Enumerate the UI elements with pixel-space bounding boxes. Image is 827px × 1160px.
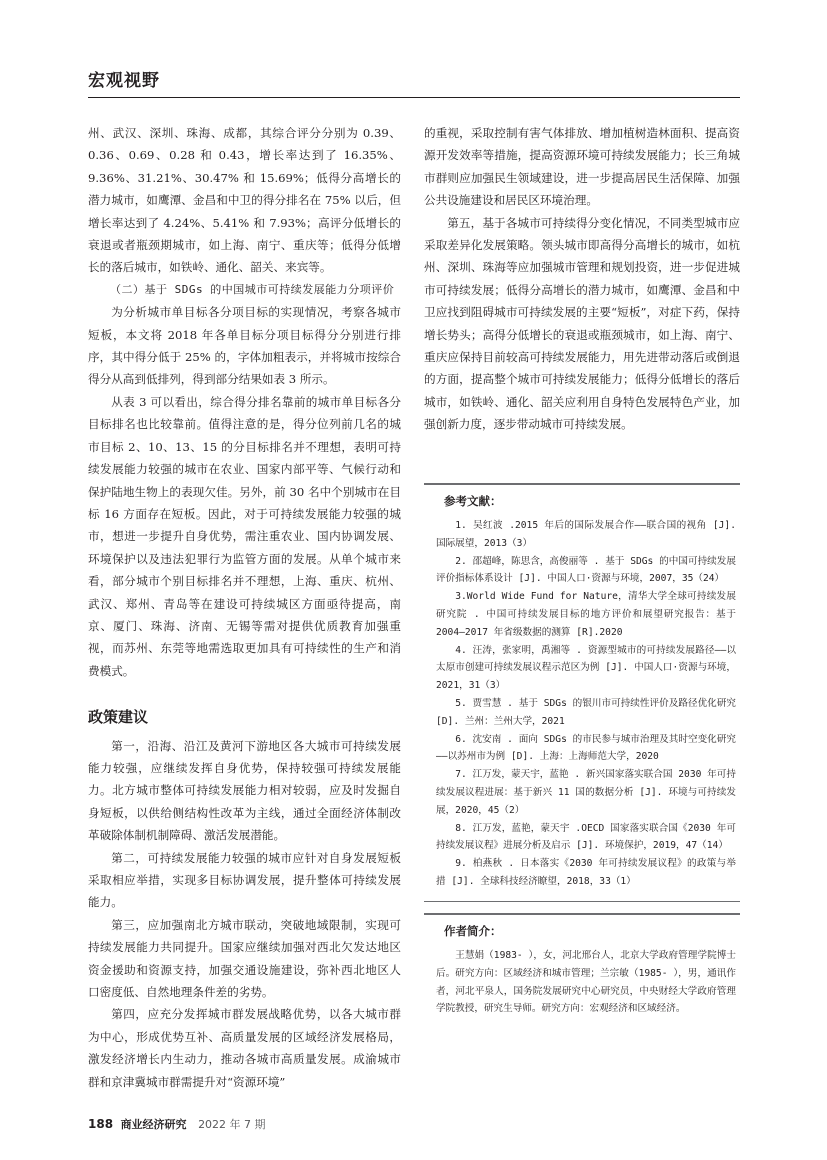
page-footer bbox=[88, 1116, 266, 1132]
body-paragraph: 第五，基于各城市可持续得分变化情况，不同类型城市应采取差异化发展策略。领头城市即高得分高增长的城市，如杭州、深圳、珠海等应加强城市管理和规划投资，进一步促进城市可持续发展；低得分高增长的潜力城市，如鹰潭、金昌和中卫应找到阻碍城市可持续发展的主要“短板”，对症下药，保持增长势头；高得分低增长的衰退或瓶颈城市，如上海、南宁、重庆应保持目前较高可持续发展能力，用先进带动落后或倒退的方面，提高整个城市可持续发展能力；低得分低增长的落后城市，如铁岭、通化、韶关应利用自身特色发展特色产业，加强创新力度，逐步带动城市可持续发展。 bbox=[424, 215, 740, 432]
body-paragraph: 的重视，采取控制有害气体排放、增加植树造林面积、提高资源开发效率等措施，提高资源环境可持续发展能力；长三角城市群则应加强民生领域建设，进一步提高居民生活保障、加强公共设施建设和居民区环境治理。 bbox=[424, 126, 740, 208]
page-number: 188 bbox=[88, 1117, 114, 1131]
reference-item: 8. 江万发，蓝艳，蒙天宇 .OECD 国家落实联合国《2030 年可持续发展议程》进展分析及启示 [J]. 环境保护，2019，47（14） bbox=[436, 822, 736, 852]
references-top-rule bbox=[424, 483, 740, 485]
policy-paragraph: 第四，应充分发挥城市群发展战略优势，以各大城市群为中心，形成优势互补、高质量发展的区域经济发展格局，激发经济增长内生动力，推动各城市高质量发展。成渝城市群和京津冀城市群需提升对“资源环境” bbox=[88, 1007, 401, 1089]
reference-item: 3.World Wide Fund for Nature，清华大学全球可持续发展研究院 . 中国可持续发展目标的地方评价和展望研究报告：基于 2004—2017 年省级数据的测算 [R].2020 bbox=[436, 591, 736, 638]
policy-paragraph: 第三，应加强南北方城市联动，突破地域限制，实现可持续发展能力共同提升。国家应继续加强对西北欠发达地区资金援助和资源支持，加强交通设施建设，弥补西北地区人口密度低、自然地理条件差的劣势。 bbox=[88, 917, 401, 1000]
left-column bbox=[88, 122, 401, 1093]
references-bottom-rule bbox=[424, 901, 740, 902]
author-title: 作者简介： bbox=[444, 924, 502, 938]
author-bio: 王慧娟（1983- ），女，河北邢台人，北京大学政府管理学院博士后。研究方向：区域经济和城市管理；兰宗敏（1985- ），男，通讯作者，河北平泉人，国务院发展研究中心研究员，中央财经大学政府管理学院教授，研究生导师。研究方向：宏观经济和区域经济。 bbox=[436, 950, 736, 1015]
policy-section-heading: 政策建议 bbox=[88, 708, 149, 727]
journal-name: 商业经济研究 bbox=[120, 1118, 187, 1131]
reference-item: 9. 柏燕秋 . 日本落实《2030 年可持续发展议程》的政策与举措 [J]. 全球科技经济瞭望，2018，33（1） bbox=[436, 858, 736, 887]
section-title: 宏观视野 bbox=[88, 71, 160, 91]
references-title: 参考文献： bbox=[444, 494, 502, 508]
right-column bbox=[424, 122, 740, 436]
issue-date: 2022 年 7 期 bbox=[198, 1118, 266, 1131]
reference-item: 7. 江万发，蒙天宇，蓝艳 . 新兴国家落实联合国 2030 年可持续发展议程进展：基于新兴 11 国的数据分析 [J]. 环境与可持续发展，2020，45（2） bbox=[436, 769, 736, 816]
reference-list bbox=[424, 517, 740, 891]
author-box bbox=[424, 913, 740, 1018]
subsection-heading: （二）基于 SDGs 的中国城市可持续发展能力分项评价 bbox=[110, 282, 395, 296]
author-top-rule bbox=[424, 913, 740, 915]
reference-item: 1. 吴红波 .2015 年后的国际发展合作——联合国的视角 [J]. 国际展望，2013（3） bbox=[436, 520, 736, 549]
references-box bbox=[424, 483, 740, 902]
body-paragraph: 从表 3 可以看出，综合得分排名靠前的城市单目标各分目标排名也比较靠前。值得注意的是，得分位列前几名的城市目标 2、10、13、15 的分目标排名并不理想，表明可持续发展能力较强的城市在农业、国家内部平等、气候行动和保护陆地生物上的表现欠佳。另外，前 30 名中个别城市在目标 16 方面存在短板。因此，对于可持续发展能力较强的城市，想进一步提升自身优势，需注重农业、国内协调发展、环境保护以及违法犯罪行为监管方面的发展。从单个城市来看，部分城市个别目标排名并不理想，上海、重庆、杭州、武汉、郑州、青岛等在建设可持续城区方面亟待提高，南京、厦门、珠海、济南、无锡等需对提供优质教育加强重视，而苏州、东莞等地需选取更加具有可持续性的生产和消费模式。 bbox=[88, 394, 401, 678]
reference-item: 6. 沈安南 . 面向 SDGs 的市民参与城市治理及其时空变化研究——以苏州市为例 [D]. 上海：上海师范大学，2020 bbox=[436, 733, 736, 763]
policy-paragraph: 第二，可持续发展能力较强的城市应针对自身发展短板采取相应举措，实现多目标协调发展，提升整体可持续发展能力。 bbox=[88, 850, 401, 910]
reference-item: 4. 汪涛，张家明，禹湘等 . 资源型城市的可持续发展路径——以太原市创建可持续发展议程示范区为例 [J]. 中国人口·资源与环境，2021，31（3） bbox=[436, 644, 736, 692]
header-divider bbox=[88, 97, 740, 98]
policy-paragraph: 第一，沿海、沿江及黄河下游地区各大城市可持续发展能力较强，应继续发挥自身优势，保持较强可持续发展能力。北方城市整体可持续发展能力相对较弱，应及时发掘自身短板，以供给侧结构性改革为主线，通过全面经济体制改革破除体制机制障碍、激活发展潜能。 bbox=[88, 738, 401, 843]
page-header bbox=[88, 66, 740, 98]
body-paragraph: 为分析城市单目标各分项目标的实现情况，考察各城市短板，本文将 2018 年各单目标分项目标得分分别进行排序，其中得分低于 25% 的，字体加粗表示，并将城市按综合得分从高到低排列，得到部分结果如表 3 所示。 bbox=[88, 305, 401, 387]
reference-item: 2. 邵超峰，陈思含，高俊丽等 . 基于 SDGs 的中国可持续发展评价指标体系设计 [J]. 中国人口·资源与环境，2007，35（24） bbox=[436, 555, 736, 585]
reference-item: 5. 贾雪慧 . 基于 SDGs 的银川市可持续性评价及路径优化研究 [D]. 兰州：兰州大学，2021 bbox=[436, 697, 736, 727]
body-paragraph: 州、武汉、深圳、珠海、成都，其综合评分分别为 0.39、0.36、0.69、0.28 和 0.43，增长率达到了 16.35%、9.36%、31.21%、30.47% 和 15.69%；低得分高增长的潜力城市，如鹰潭、金昌和中卫的得分排名在 75% 以后，但增长率达到了 4.24%、5.41% 和 7.93%；高评分低增长的衰退或者瓶颈期城市，如上海、南宁、重庆等；低得分低增长的落后城市，如铁岭、通化、韶关、来宾等。 bbox=[88, 126, 401, 275]
